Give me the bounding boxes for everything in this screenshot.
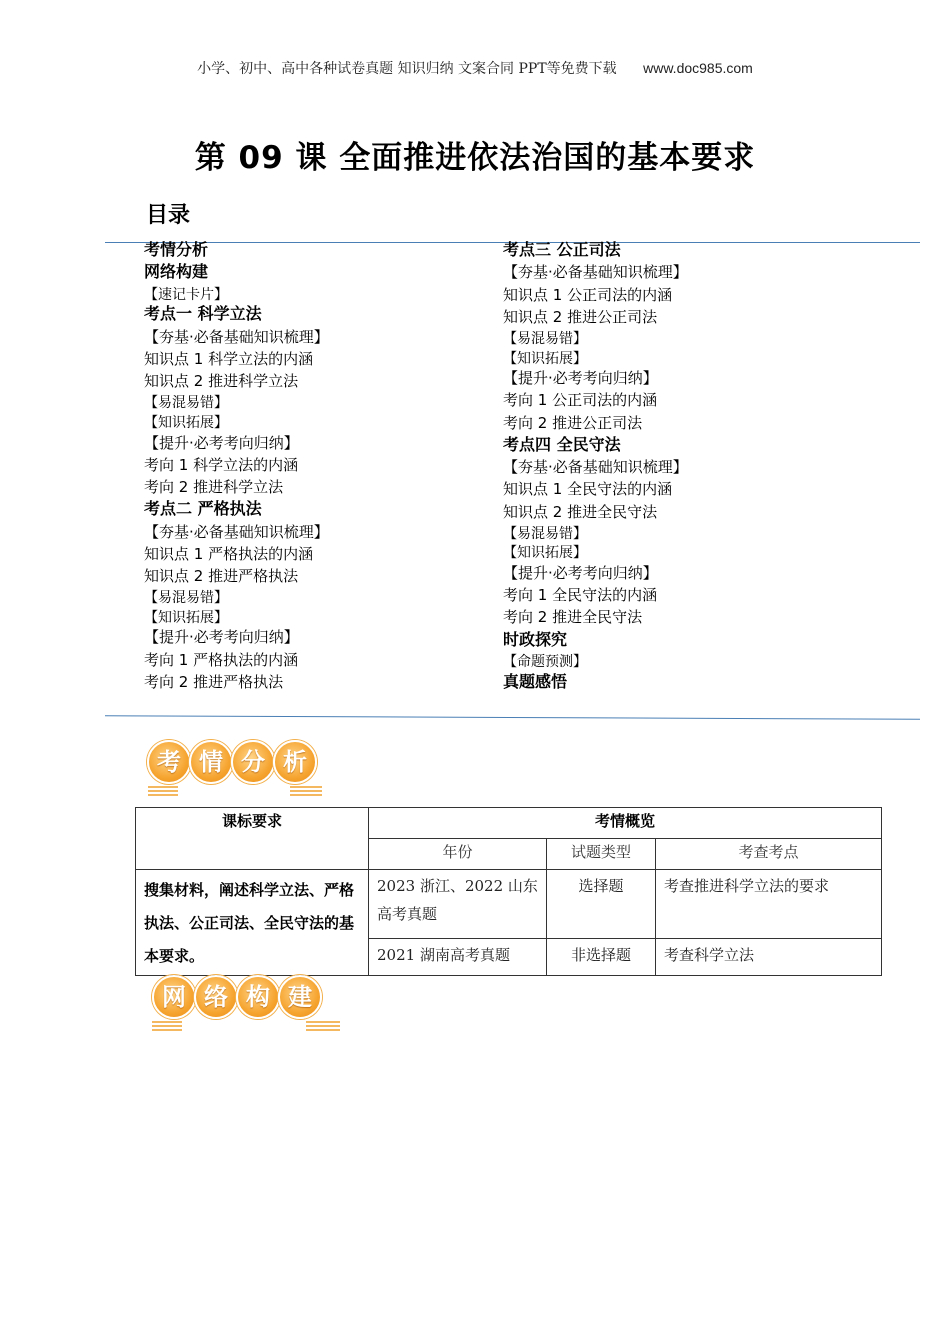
banner-underline — [306, 1021, 340, 1033]
header-text: 小学、初中、高中各种试卷真题 知识归纳 文案合同 PPT等免费下载 — [197, 61, 617, 77]
toc-item[interactable]: 【易混易错】 — [503, 525, 587, 542]
toc-item[interactable]: 时政探究 — [503, 629, 568, 649]
toc-item[interactable]: 考情分析 — [144, 240, 209, 259]
toc-item[interactable]: 【知识拓展】 — [503, 350, 587, 367]
table-requirement-text: 搜集材料，阐述科学立法、严格执法、公正司法、全民守法的基本要求。 — [136, 870, 369, 976]
toc-item[interactable]: 考向 1 科学立法的内涵 — [144, 455, 299, 474]
table-subheader-type: 试题类型 — [547, 839, 656, 870]
toc-item[interactable]: 【提升·必考考向归纳】 — [503, 564, 658, 582]
table-subheader-year: 年份 — [369, 839, 547, 870]
toc-item[interactable]: 【易混易错】 — [144, 590, 228, 607]
toc-item[interactable]: 【易混易错】 — [144, 395, 228, 412]
toc-item[interactable]: 【知识拓展】 — [503, 545, 587, 562]
toc-item[interactable]: 知识点 1 公正司法的内涵 — [503, 285, 673, 304]
toc-item[interactable]: 考点二 严格执法 — [144, 499, 262, 519]
banner-char: 考 — [147, 740, 191, 784]
toc-item[interactable]: 考向 1 全民守法的内涵 — [503, 586, 658, 605]
table-cell-year: 2023 浙江、2022 山东高考真题 — [369, 870, 547, 939]
toc-item[interactable]: 【知识拓展】 — [144, 415, 228, 431]
toc-item[interactable]: 【知识拓展】 — [144, 609, 228, 626]
table-header-requirement: 课标要求 — [136, 808, 369, 870]
banner-underline — [152, 1021, 182, 1033]
table-cell-type: 选择题 — [547, 870, 656, 939]
toc-item[interactable]: 【夯基·必备基础知识梳理】 — [144, 522, 329, 541]
toc-item[interactable]: 考向 1 严格执法的内涵 — [144, 650, 299, 669]
toc-item[interactable]: 考向 2 推进公正司法 — [503, 413, 643, 432]
toc-item[interactable]: 【夯基·必备基础知识梳理】 — [144, 327, 329, 346]
banner-char: 析 — [273, 740, 317, 784]
banner-char: 网 — [152, 975, 196, 1019]
section-banner-network — [152, 975, 320, 1019]
banner-char: 建 — [278, 975, 322, 1019]
table-header-overview: 考情概览 — [369, 808, 882, 839]
banner-char: 情 — [189, 740, 233, 784]
toc-item[interactable]: 考点三 公正司法 — [503, 240, 621, 259]
banner-char: 络 — [194, 975, 238, 1019]
page-header — [0, 58, 950, 78]
toc-item[interactable]: 考向 2 推进严格执法 — [144, 672, 284, 691]
toc-item[interactable]: 【提升·必考考向归纳】 — [503, 369, 658, 388]
toc-item[interactable]: 知识点 1 科学立法的内涵 — [144, 350, 314, 368]
table-cell-year: 2021 湖南高考真题 — [369, 938, 547, 975]
banner-char: 构 — [236, 975, 280, 1019]
toc-item[interactable]: 网络构建 — [144, 262, 209, 282]
section-banner-analysis — [147, 740, 315, 784]
toc-item[interactable]: 知识点 2 推进全民守法 — [503, 502, 658, 521]
toc-item[interactable]: 【夯基·必备基础知识梳理】 — [503, 263, 688, 282]
toc-item[interactable]: 考向 2 推进科学立法 — [144, 478, 284, 496]
banner-underline — [290, 786, 322, 798]
toc-item[interactable]: 知识点 2 推进科学立法 — [144, 372, 299, 391]
toc-item[interactable]: 【命题预测】 — [503, 654, 587, 670]
toc-item[interactable]: 知识点 1 全民守法的内涵 — [503, 480, 673, 499]
toc-item[interactable]: 考向 2 推进全民守法 — [503, 608, 643, 627]
toc-heading: 目录 — [146, 203, 191, 228]
toc-item[interactable]: 真题感悟 — [503, 671, 568, 691]
toc-item[interactable]: 【速记卡片】 — [144, 286, 228, 303]
toc-item[interactable]: 知识点 1 严格执法的内涵 — [144, 544, 314, 563]
exam-analysis-table — [135, 807, 882, 976]
banner-underline — [148, 786, 178, 798]
toc-item[interactable]: 【夯基·必备基础知识梳理】 — [503, 458, 688, 477]
table-cell-point: 考查科学立法 — [656, 938, 882, 975]
table-cell-point: 考查推进科学立法的要求 — [656, 870, 882, 939]
toc-bottom-rule — [105, 715, 920, 720]
banner-char: 分 — [231, 740, 275, 784]
toc-item[interactable]: 【易混易错】 — [503, 331, 587, 347]
toc-item[interactable]: 知识点 2 推进严格执法 — [144, 567, 299, 585]
toc-item[interactable]: 知识点 2 推进公正司法 — [503, 307, 658, 326]
table-cell-type: 非选择题 — [547, 938, 656, 975]
page-title: 第 09 课 全面推进依法治国的基本要求 — [194, 140, 756, 176]
toc-item[interactable]: 【提升·必考考向归纳】 — [144, 628, 299, 647]
header-url[interactable]: www.doc985.com — [643, 60, 753, 76]
toc-item[interactable]: 考点四 全民守法 — [503, 434, 621, 454]
toc-item[interactable]: 考点一 科学立法 — [144, 304, 262, 324]
toc-item[interactable]: 考向 1 公正司法的内涵 — [503, 391, 658, 410]
table-subheader-point: 考查考点 — [656, 839, 882, 870]
toc-item[interactable]: 【提升·必考考向归纳】 — [144, 433, 299, 452]
